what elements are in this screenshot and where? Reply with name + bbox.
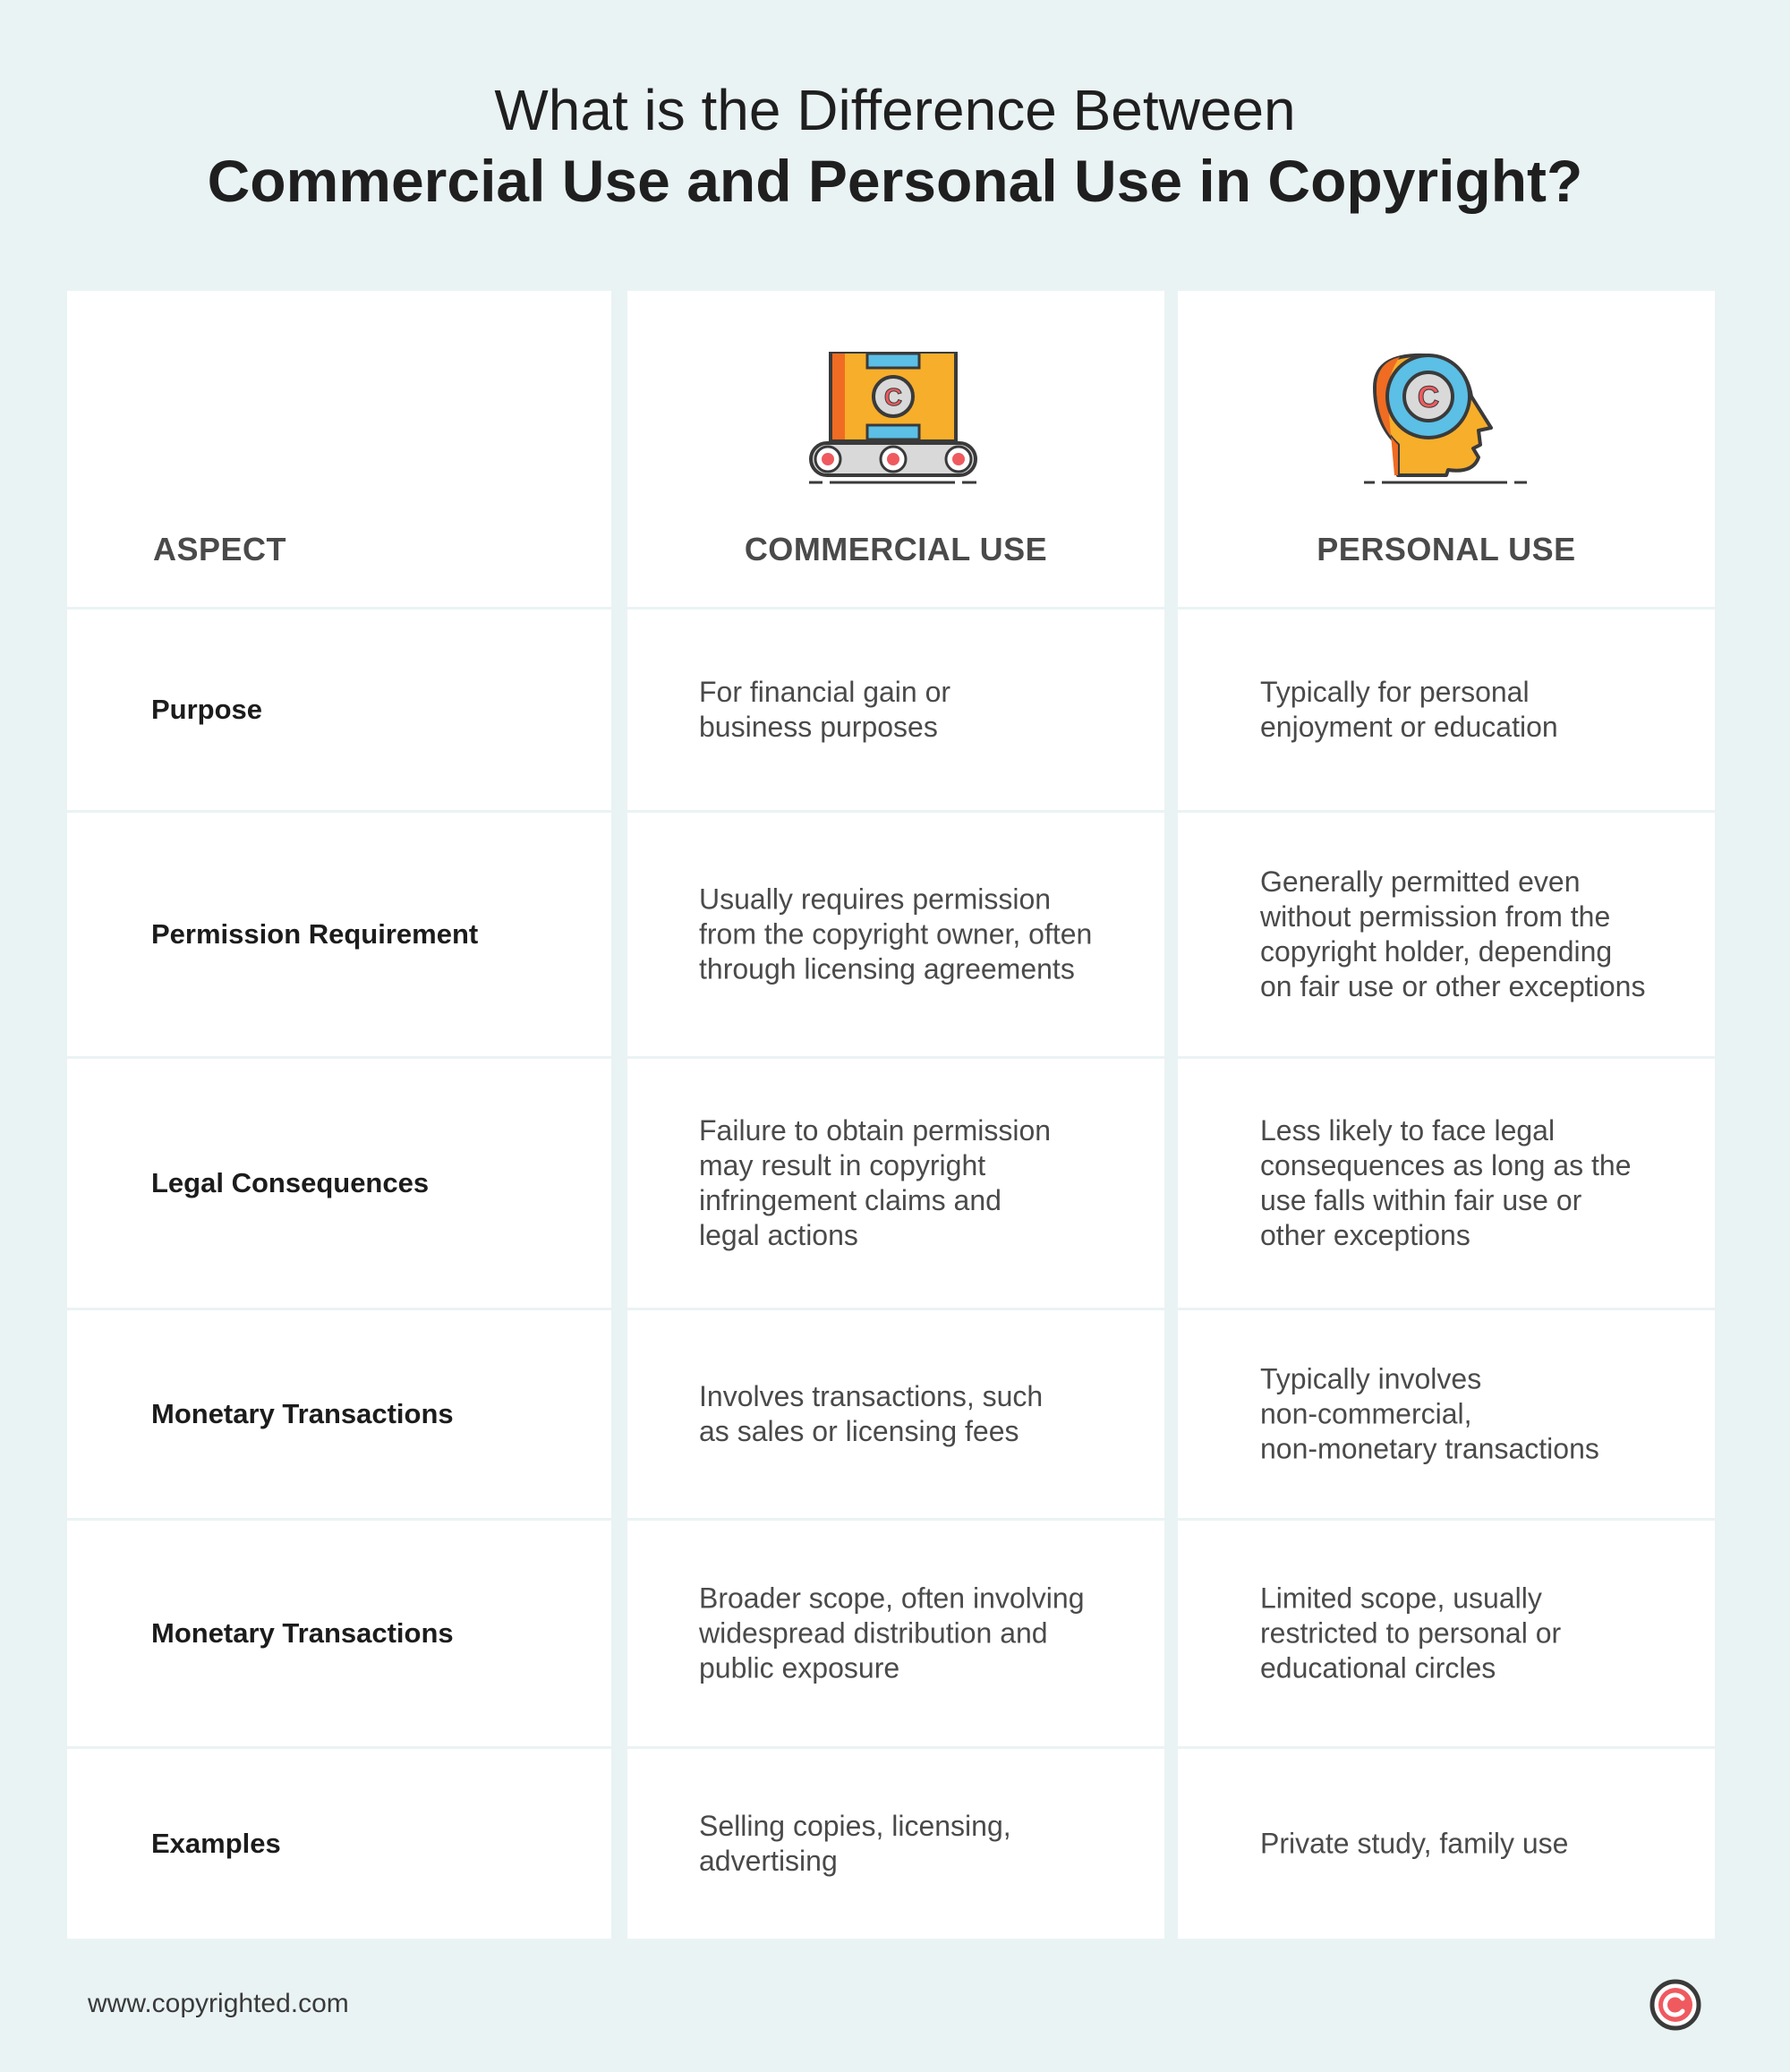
svg-text:C: C (883, 383, 903, 411)
table-row-commercial (627, 813, 1164, 1056)
table-row-personal (1178, 1521, 1715, 1746)
personal-description: Less likely to face legal consequences as long as the use falls within fair use or other exceptions (1260, 1114, 1632, 1251)
aspect-label: Permission Requirement (151, 918, 479, 950)
commercial-description: Involves transactions, such as sales or licensing fees (699, 1380, 1044, 1447)
table-row-commercial (627, 610, 1164, 810)
commercial-description: Broader scope, often involving widespread distribution and public exposure (699, 1582, 1085, 1684)
head-copyright-icon (1357, 352, 1536, 504)
table-row-aspect (67, 1059, 611, 1308)
table-row-aspect (67, 610, 611, 810)
title-line-1: What is the Difference Between (494, 78, 1296, 142)
header-aspect: ASPECT (153, 531, 287, 567)
header-cell-personal (1178, 291, 1715, 607)
personal-description: Typically for personal enjoyment or education (1260, 676, 1558, 743)
header-commercial: COMMERCIAL USE (744, 531, 1048, 567)
personal-description: Typically involves non-commercial, non-monetary transactions (1260, 1362, 1599, 1465)
commercial-description: Usually requires permission from the copyright owner, often through licensing agreements (699, 883, 1093, 985)
header-personal: PERSONAL USE (1317, 531, 1576, 567)
aspect-label: Purpose (151, 694, 263, 725)
aspect-label: Monetary Transactions (151, 1398, 454, 1429)
header-cell-commercial (627, 291, 1164, 607)
commercial-description: Failure to obtain permission may result in copyright infringement claims and legal actions (699, 1114, 1052, 1251)
title-line-2: Commercial Use and Personal Use in Copyright? (207, 148, 1583, 214)
aspect-label: Examples (151, 1828, 281, 1859)
personal-description: Limited scope, usually restricted to personal or educational circles (1260, 1582, 1562, 1684)
table-row-personal (1178, 813, 1715, 1056)
table-row-commercial (627, 1059, 1164, 1308)
page-title (0, 75, 1790, 217)
personal-description: Private study, family use (1260, 1827, 1569, 1860)
table-row-aspect (67, 1521, 611, 1746)
commercial-description: For financial gain or business purposes (699, 676, 951, 743)
conveyor-box-copyright-icon (806, 352, 985, 504)
table-row-aspect (67, 1310, 611, 1518)
table-row-personal (1178, 610, 1715, 810)
commercial-description: Selling copies, licensing, advertising (699, 1810, 1011, 1877)
aspect-label: Legal Consequences (151, 1167, 430, 1198)
footer-url: www.copyrighted.com (88, 1989, 349, 2018)
table-row-commercial (627, 1749, 1164, 1939)
svg-text:C: C (1417, 380, 1440, 414)
copyright-logo-icon (1649, 1979, 1701, 2031)
table-row-personal (1178, 1059, 1715, 1308)
table-row-commercial (627, 1310, 1164, 1518)
table-row-aspect (67, 813, 611, 1056)
table-row-personal (1178, 1310, 1715, 1518)
table-row-commercial (627, 1521, 1164, 1746)
table-row-personal (1178, 1749, 1715, 1939)
table-row-aspect (67, 1749, 611, 1939)
personal-description: Generally permitted even without permission from the copyright holder, depending on fair use or other exceptions (1260, 865, 1646, 1002)
aspect-label: Monetary Transactions (151, 1617, 454, 1649)
header-cell-aspect (67, 291, 611, 607)
